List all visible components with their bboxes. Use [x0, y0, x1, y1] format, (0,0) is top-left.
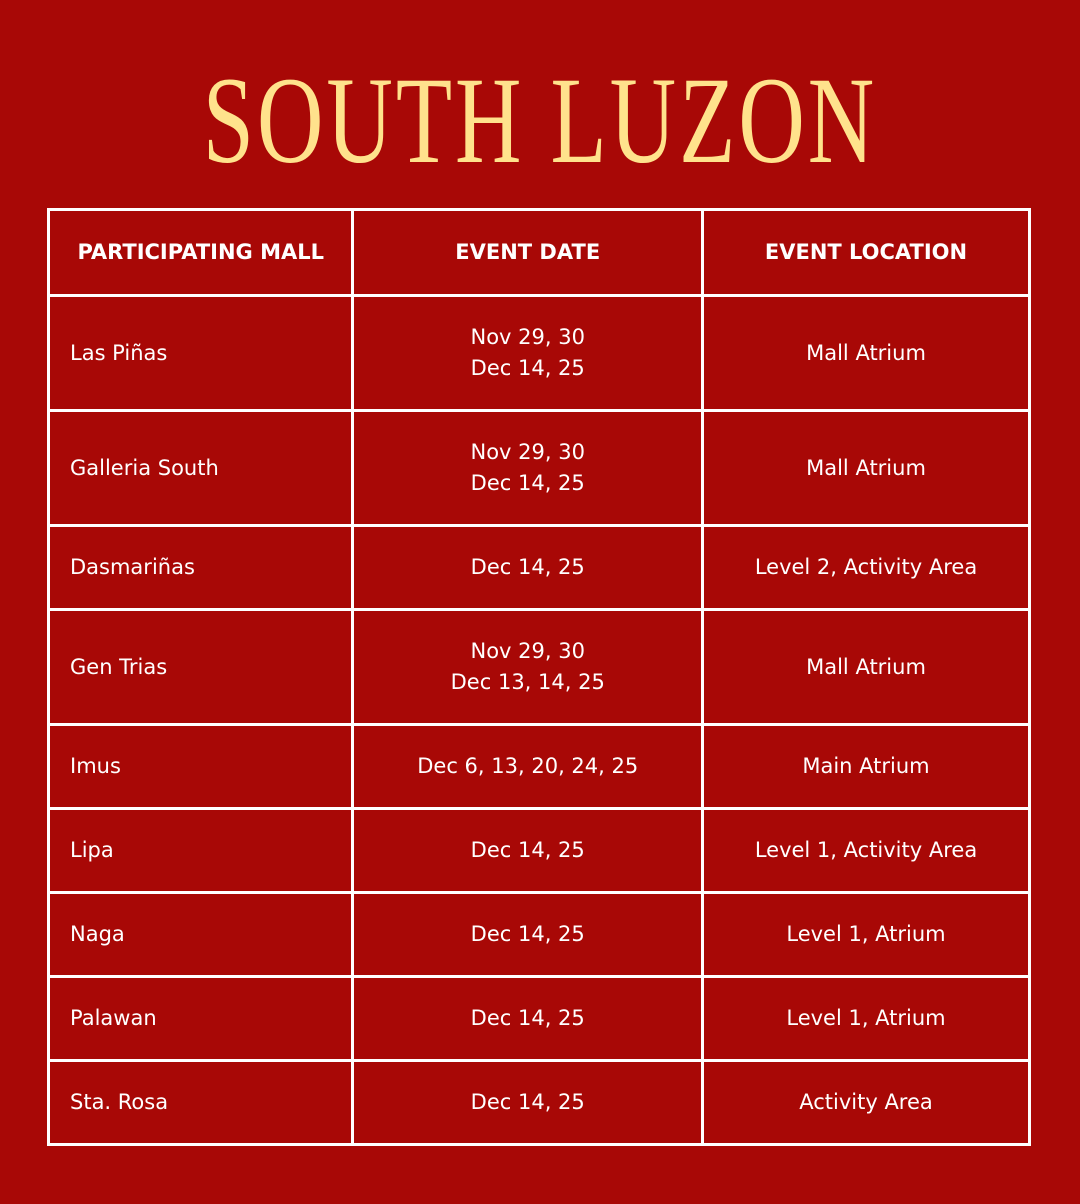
mall-cell: Sta. Rosa [49, 1061, 353, 1145]
date-line: Dec 14, 25 [470, 1090, 585, 1114]
date-line: Nov 29, 30 [470, 639, 585, 663]
table-row [49, 977, 1030, 1061]
date-line: Dec 6, 13, 20, 24, 25 [417, 754, 639, 778]
table-row [49, 526, 1030, 610]
mall-cell: Naga [49, 893, 353, 977]
table-row [49, 1061, 1030, 1145]
table-row [49, 893, 1030, 977]
location-cell: Level 1, Atrium [703, 977, 1030, 1061]
date-cell [353, 610, 703, 725]
page-title [0, 51, 1080, 189]
location-cell: Mall Atrium [703, 610, 1030, 725]
date-line: Nov 29, 30 [470, 440, 585, 464]
date-line: Dec 14, 25 [470, 471, 585, 495]
header-mall: PARTICIPATING MALL [49, 210, 353, 296]
schedule-table [47, 208, 1031, 1146]
table-row [49, 610, 1030, 725]
date-line: Dec 13, 14, 25 [450, 670, 605, 694]
mall-cell: Imus [49, 725, 353, 809]
location-cell: Mall Atrium [703, 411, 1030, 526]
date-line: Dec 14, 25 [470, 922, 585, 946]
date-cell [353, 1061, 703, 1145]
date-cell [353, 893, 703, 977]
mall-cell: Galleria South [49, 411, 353, 526]
date-line: Nov 29, 30 [470, 325, 585, 349]
date-line: Dec 14, 25 [470, 356, 585, 380]
date-cell [353, 526, 703, 610]
table-row [49, 296, 1030, 411]
header-location: EVENT LOCATION [703, 210, 1030, 296]
table-row [49, 725, 1030, 809]
header-date: EVENT DATE [353, 210, 703, 296]
date-line: Dec 14, 25 [470, 555, 585, 579]
mall-cell: Lipa [49, 809, 353, 893]
table-row [49, 809, 1030, 893]
date-cell [353, 725, 703, 809]
date-cell [353, 809, 703, 893]
header-row [49, 210, 1030, 296]
mall-cell: Las Piñas [49, 296, 353, 411]
date-line: Dec 14, 25 [470, 1006, 585, 1030]
date-cell [353, 296, 703, 411]
location-cell: Level 1, Activity Area [703, 809, 1030, 893]
date-cell [353, 411, 703, 526]
location-cell: Main Atrium [703, 725, 1030, 809]
date-cell [353, 977, 703, 1061]
date-line: Dec 14, 25 [470, 838, 585, 862]
title-text: SOUTH LUZON [202, 51, 878, 189]
location-cell: Activity Area [703, 1061, 1030, 1145]
location-cell: Mall Atrium [703, 296, 1030, 411]
mall-cell: Dasmariñas [49, 526, 353, 610]
mall-cell: Gen Trias [49, 610, 353, 725]
location-cell: Level 2, Activity Area [703, 526, 1030, 610]
mall-cell: Palawan [49, 977, 353, 1061]
table-row [49, 411, 1030, 526]
location-cell: Level 1, Atrium [703, 893, 1030, 977]
